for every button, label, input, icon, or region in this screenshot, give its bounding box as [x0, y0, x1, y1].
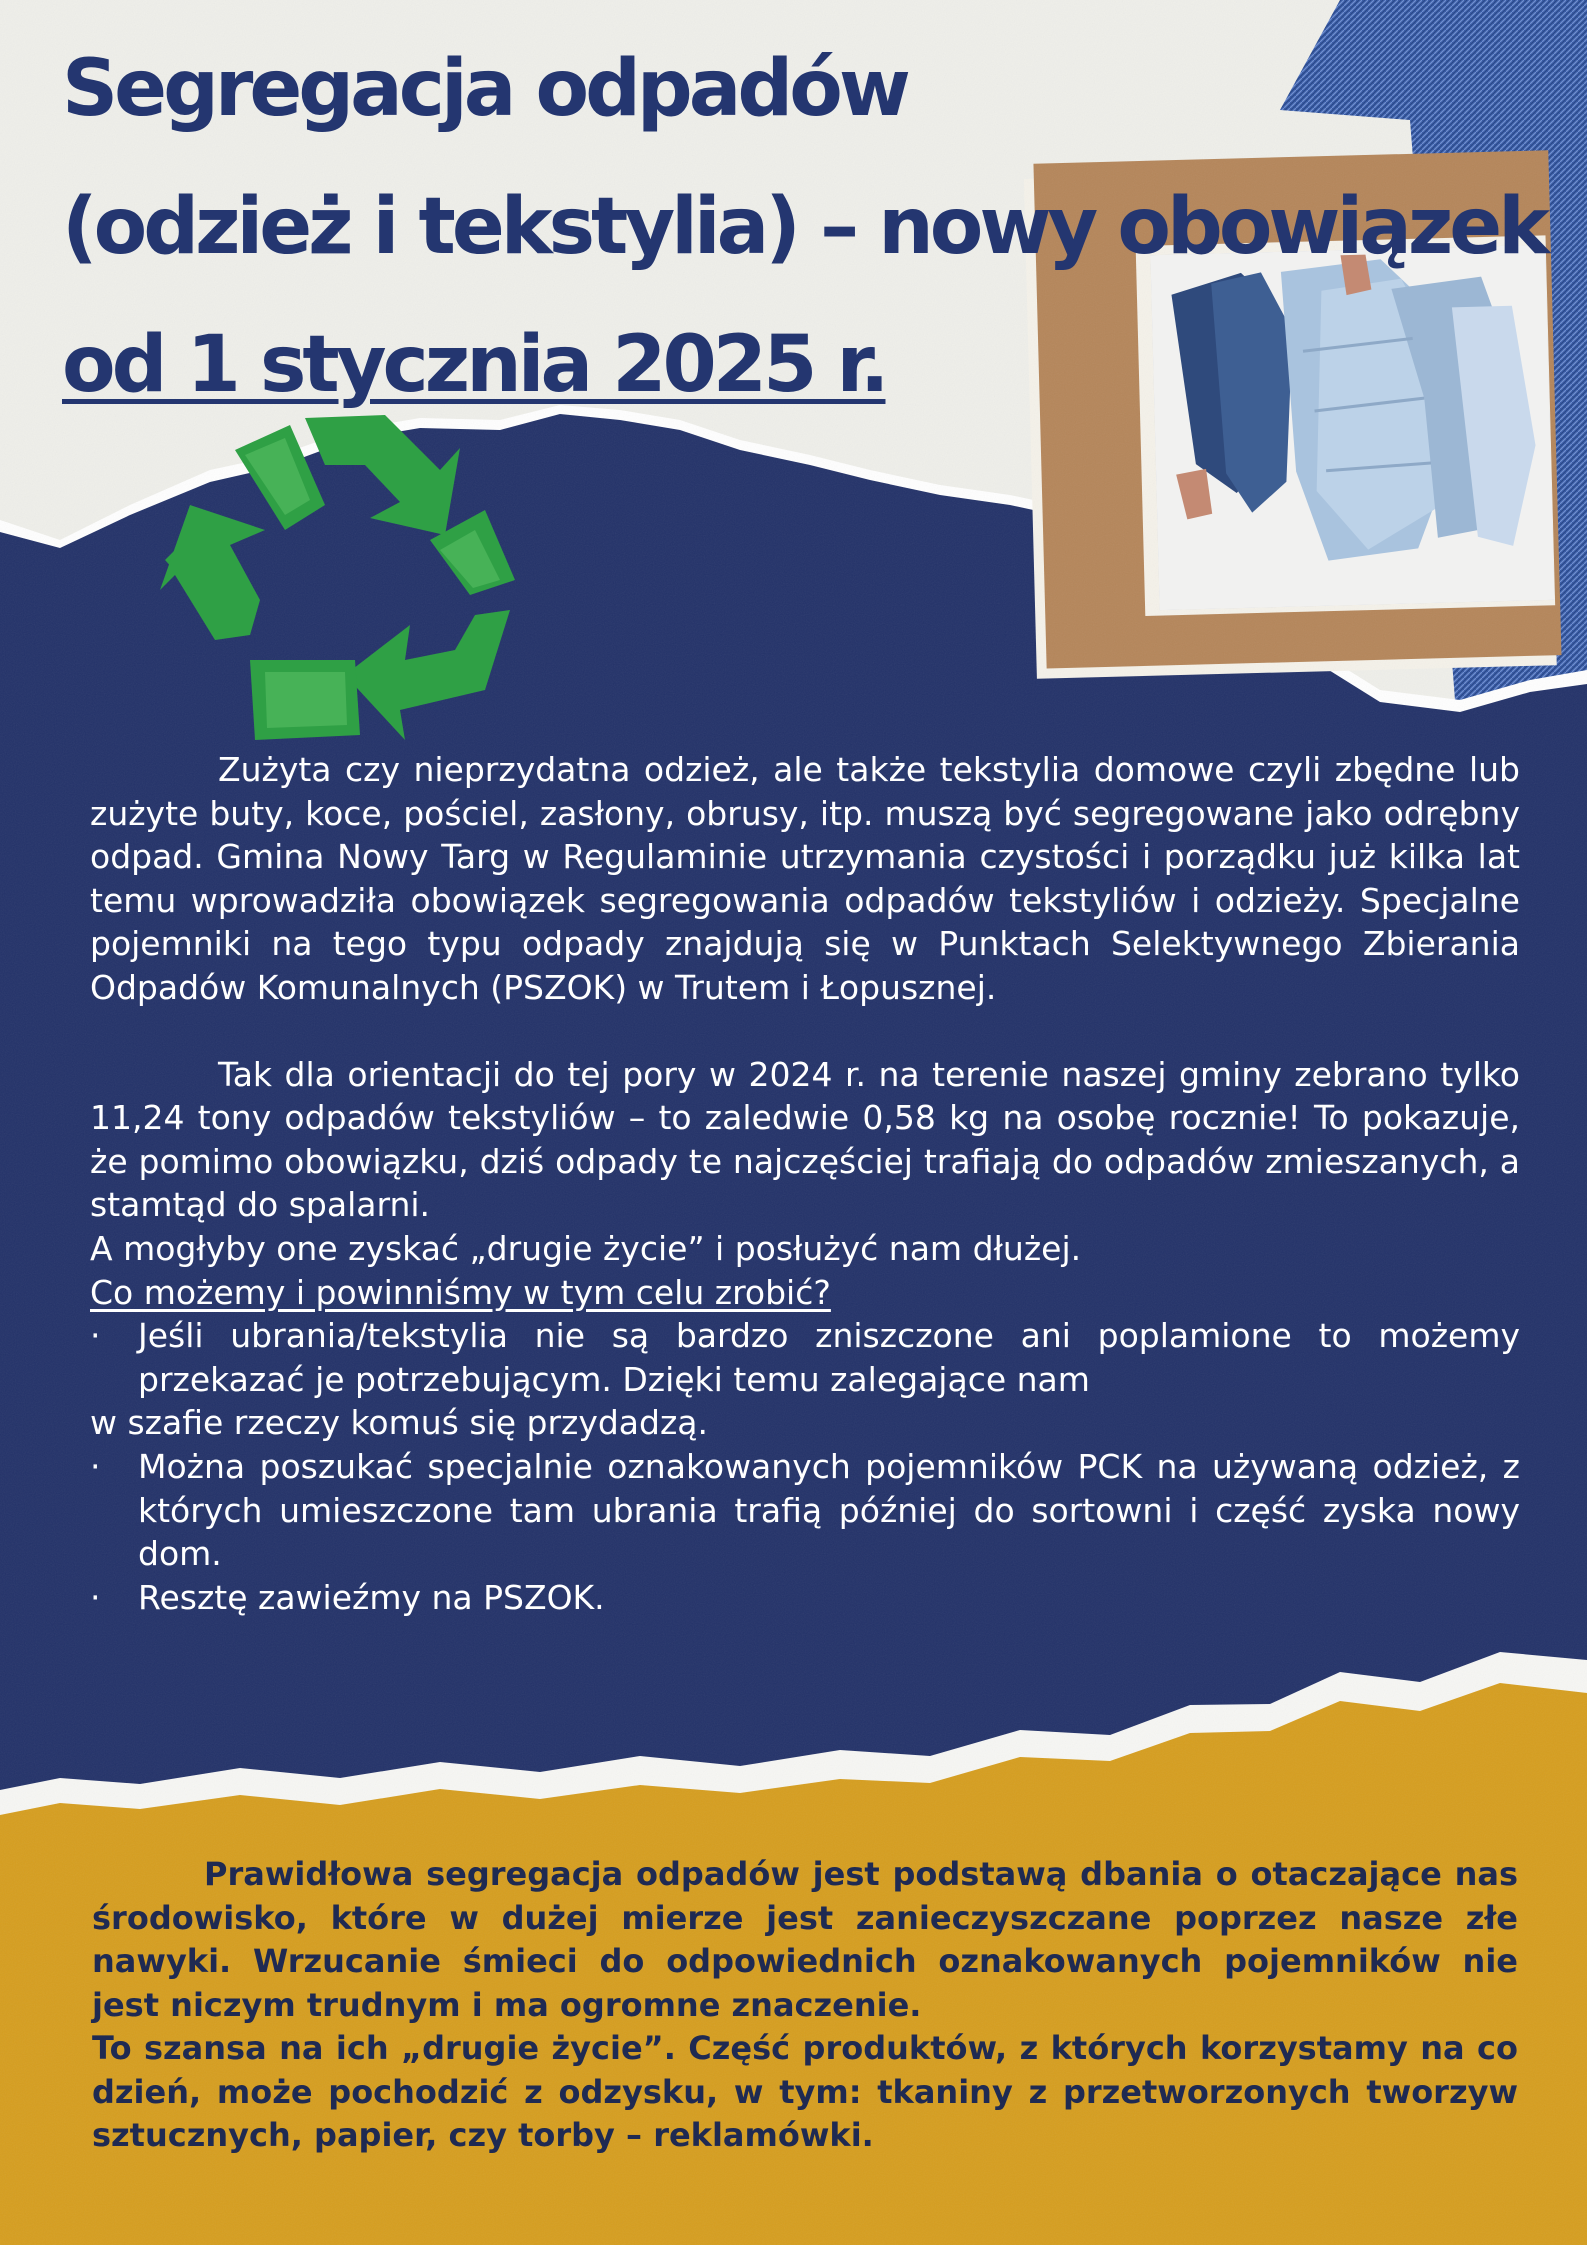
bottom-paragraph-2: To szansa na ich „drugie życie”. Część produktów, z których korzystamy na co dzień, może pochodzić z odzysku, w tym: tkaniny z przetworzonych tworzyw sztucznych, papier, czy torby – reklamówki.	[92, 2029, 1518, 2154]
bullet-3	[90, 1576, 1520, 1620]
bullet-dot: ·	[90, 1577, 101, 1617]
spacer	[90, 1010, 1520, 1053]
bullet-dot: ·	[90, 1316, 101, 1356]
bullet-2-text: Można poszukać specjalnie oznakowanych pojemników PCK na używaną odzież, z których umieszczone tam ubrania trafią później do sortowni i część zyska nowy dom.	[138, 1446, 1520, 1574]
title-line-3: od 1 stycznia 2025 r.	[62, 320, 886, 410]
bullet-3-text: Resztę zawieźmy na PSZOK.	[138, 1577, 605, 1617]
bullet-1-continuation: w szafie rzeczy komuś się przydadzą.	[90, 1403, 709, 1443]
paragraph-1: Zużyta czy nieprzydatna odzież, ale także tekstylia domowe czyli zbędne lub zużyte buty, koce, pościel, zasłony, obrusy, itp. muszą być segregowane jako odrębny odpad. Gmina Nowy Targ w Regulaminie utrzymania czystości i porządku już kilka lat temu wprowadziła obowiązek segregowania odpadów tekstyliów i odzieży. Specjalne pojemniki na tego typu odpady znajdują się w Punktach Selektywnego Zbierania Odpadów Komunalnych (PSZOK) w Trutem i Łopusznej.	[90, 750, 1520, 1007]
title-line-1: Segregacja odpadów	[62, 44, 907, 134]
question-heading: Co możemy i powinniśmy w tym celu zrobić?	[90, 1272, 831, 1312]
main-text	[90, 748, 1520, 1619]
bottom-paragraph-1: Prawidłowa segregacja odpadów jest podstawą dbania o otaczające nas środowisko, które w dużej mierze jest zanieczyszczane poprzez nasze złe nawyki. Wrzucanie śmieci do odpowiednich oznakowanych pojemników nie jest niczym trudnym i ma ogromne znaczenie.	[92, 1855, 1518, 2024]
bullet-dot: ·	[90, 1446, 101, 1486]
paragraph-2: Tak dla orientacji do tej pory w 2024 r. na terenie naszej gminy zebrano tylko 11,24 tony odpadów tekstyliów – to zaledwie 0,58 kg na osobę rocznie! To pokazuje, że pomimo obowiązku, dziś odpady te najczęściej trafiają do odpadów zmieszanych, a stamtąd do spalarni.	[90, 1054, 1520, 1225]
bullet-1-text: Jeśli ubrania/tekstylia nie są bardzo zniszczone ani poplamione to możemy przekazać je potrzebującym. Dzięki temu zalegające nam	[138, 1316, 1520, 1399]
recycle-icon	[155, 410, 520, 755]
page-title	[62, 20, 1582, 434]
title-line-2: (odzież i tekstylia) – nowy obowiązek	[62, 182, 1547, 272]
bullet-1	[90, 1314, 1520, 1401]
bullet-2	[90, 1445, 1520, 1576]
bottom-text	[92, 1853, 1518, 2158]
paragraph-3: A mogłyby one zyskać „drugie życie” i posłużyć nam dłużej.	[90, 1228, 1082, 1268]
